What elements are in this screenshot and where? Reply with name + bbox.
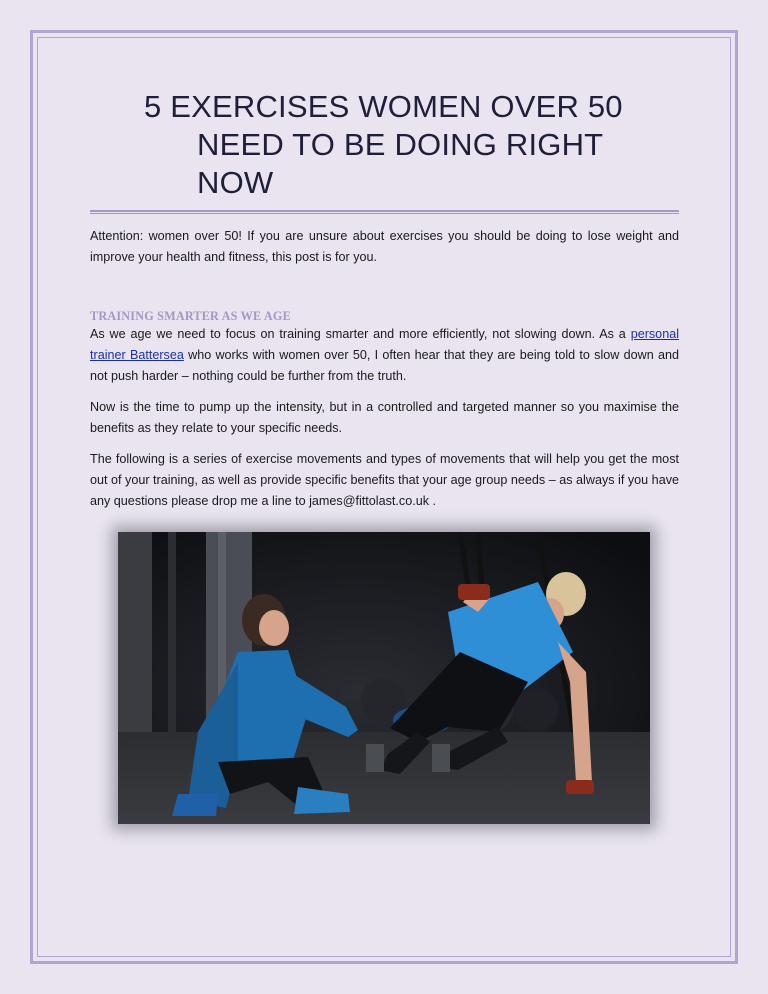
paragraph-movements: The following is a series of exercise movements and types of movements that will help you get the most out of your training, as well as provide specific benefits that your age group needs – as always if you have any questions please drop me a line to james@fittolast.co.uk . [90,452,679,508]
intro-paragraph: Attention: women over 50! If you are unsure about exercises you should be doing to lose weight and improve your health and fitness, this post is for you. [90,229,679,264]
paragraph-intensity: Now is the time to pump up the intensity, but in a controlled and targeted manner so you maximise the benefits as they relate to your specific needs. [90,400,679,435]
document-body [90,88,679,512]
paragraph-text: who works with women over 50, I often hear that they are being told to slow down and not push harder – nothing could be further from the truth. [90,348,679,383]
page-title [90,88,679,202]
paragraph-text: As we age we need to focus on training smarter and more efficiently, not slowing down. As a [90,327,631,341]
paragraph-training-smarter [90,324,679,387]
section-heading: TRAINING SMARTER AS WE AGE [90,309,291,323]
title-line-1: 5 EXERCISES WOMEN OVER 50 [144,89,623,124]
title-line-2: NEED TO BE DOING RIGHT NOW [197,127,603,200]
training-photo [118,532,650,824]
personal-trainer-link[interactable]: personal trainer Battersea [90,327,679,362]
training-photo-illustration [118,532,650,824]
title-underline-rule [90,210,679,214]
